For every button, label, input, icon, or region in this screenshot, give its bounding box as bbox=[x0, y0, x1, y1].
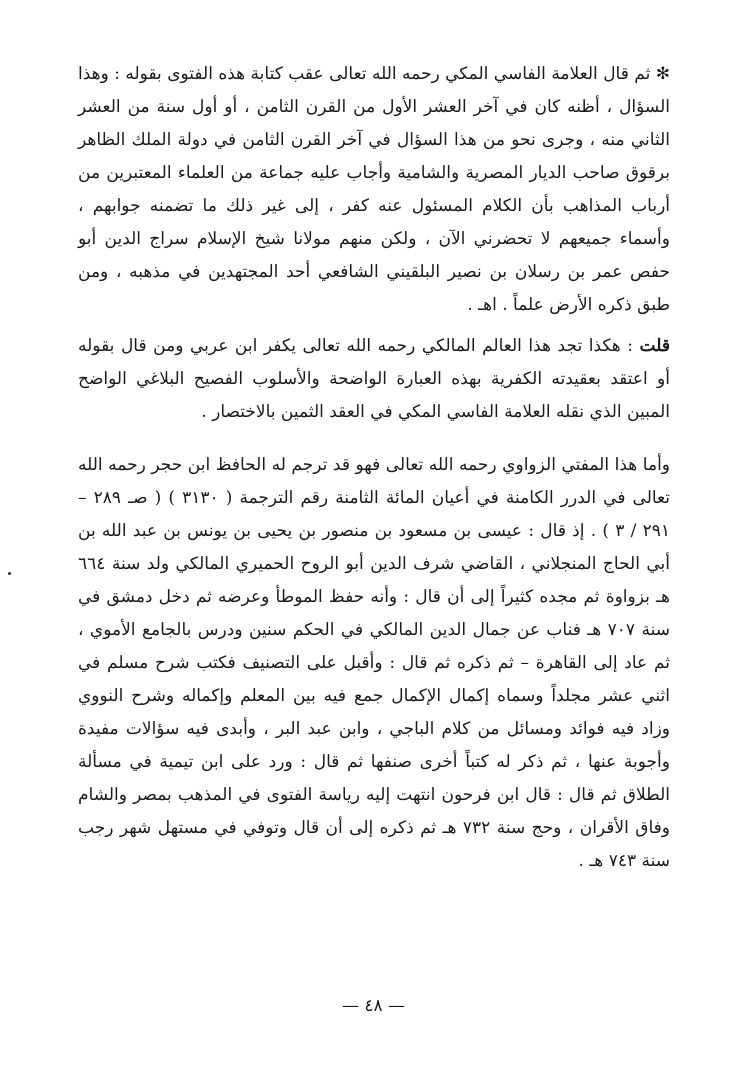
page-number: — ٤٨ — bbox=[341, 996, 406, 1016]
document-body bbox=[78, 58, 670, 878]
asterism-icon: ✻ bbox=[655, 64, 670, 84]
paragraph-2-text: : هكذا تجد هذا العالم المالكي رحمه الله تعالى يكفر ابن عربي ومن قال بقوله أو اعتقد بعقيدته الكفرية بهذه العبارة الواضحة والأسلوب الفصيح البلاغي الواضح المبين الذي نقله العلامة الفاسي المكي في العقد الثمين بالاختصار . bbox=[78, 336, 670, 422]
paragraph-1-text: ثم قال العلامة الفاسي المكي رحمه الله تعالى عقب كتابة هذه الفتوى بقوله : وهذا السؤال ، أظنه كان في آخر العشر الأول من القرن الثامن ، أو أول سنة من العشر الثاني منه ، وجرى نحو من هذا السؤال في آخر القرن الثامن في دولة الملك الظاهر برقوق صاحب الديار المصرية والشامية وأجاب عليه جماعة من العلماء المعتبرين من أرباب المذاهب بأن الكلام المسئول عنه كفر ، إلى غير ذلك ما تضمنه جوابهم ، وأسماء جميعهم لا تحضرني الآن ، ولكن منهم مولانا شيخ الإسلام سراج الدين أبو حفص عمر بن رسلان بن نصير البلقيني الشافعي أحد المجتهدين في مذهبه ، ومن طبق ذكره الأرض علماً . اهـ . bbox=[78, 64, 670, 315]
paragraph-2 bbox=[78, 330, 670, 429]
paragraph-2-lead: قلت bbox=[639, 336, 670, 356]
paragraph-1 bbox=[78, 58, 670, 322]
paragraph-3-text: وأما هذا المفتي الزواوي رحمه الله تعالى فهو قد ترجم له الحافظ ابن حجر رحمه الله تعالى في الدرر الكامنة في أعيان المائة الثامنة رقم الترجمة ( ٣١٣٠ ) ( صـ ٢٨٩ – ٢٩١ / ٣ ) . إذ قال : عيسى بن مسعود بن منصور بن يحيى بن يونس بن عبد الله بن أبي الحاج المنجلاني ، القاضي شرف الدين أبو الروح الحميري المالكي ولد سنة ٦٦٤ هـ بزواوة ثم مجده كثيراً إلى أن قال : وأنه حفظ الموطأ وعرضه ثم دخل دمشق في سنة ٧٠٧ هـ فناب عن جمال الدين المالكي في الحكم سنين ودرس بالجامع الأموي ، ثم عاد إلى القاهرة – ثم ذكره ثم قال : وأقبل على التصنيف فكتب شرح مسلم في اثني عشر مجلداً وسماه إكمال الإكمال جمع فيه بين المعلم وإكماله وشرح النووي وزاد فيه فوائد ومسائل من كلام الباجي ، وابن عبد البر ، وأبدى فيه سؤالات مفيدة وأجوبة عنها ، ثم ذكر له كتباً أخرى صنفها ثم قال : ورد على ابن تيمية في مسألة الطلاق ثم قال : قال ابن فرحون انتهت إليه رياسة الفتوى في المذهب بمصر والشام وفاق الأقران ، وحج سنة ٧٣٢ هـ ثم ذكره إلى أن قال وتوفي في مستهل شهر رجب سنة ٧٤٣ هـ . bbox=[78, 455, 671, 871]
scan-speck bbox=[8, 572, 11, 575]
paragraph-3 bbox=[78, 449, 670, 878]
